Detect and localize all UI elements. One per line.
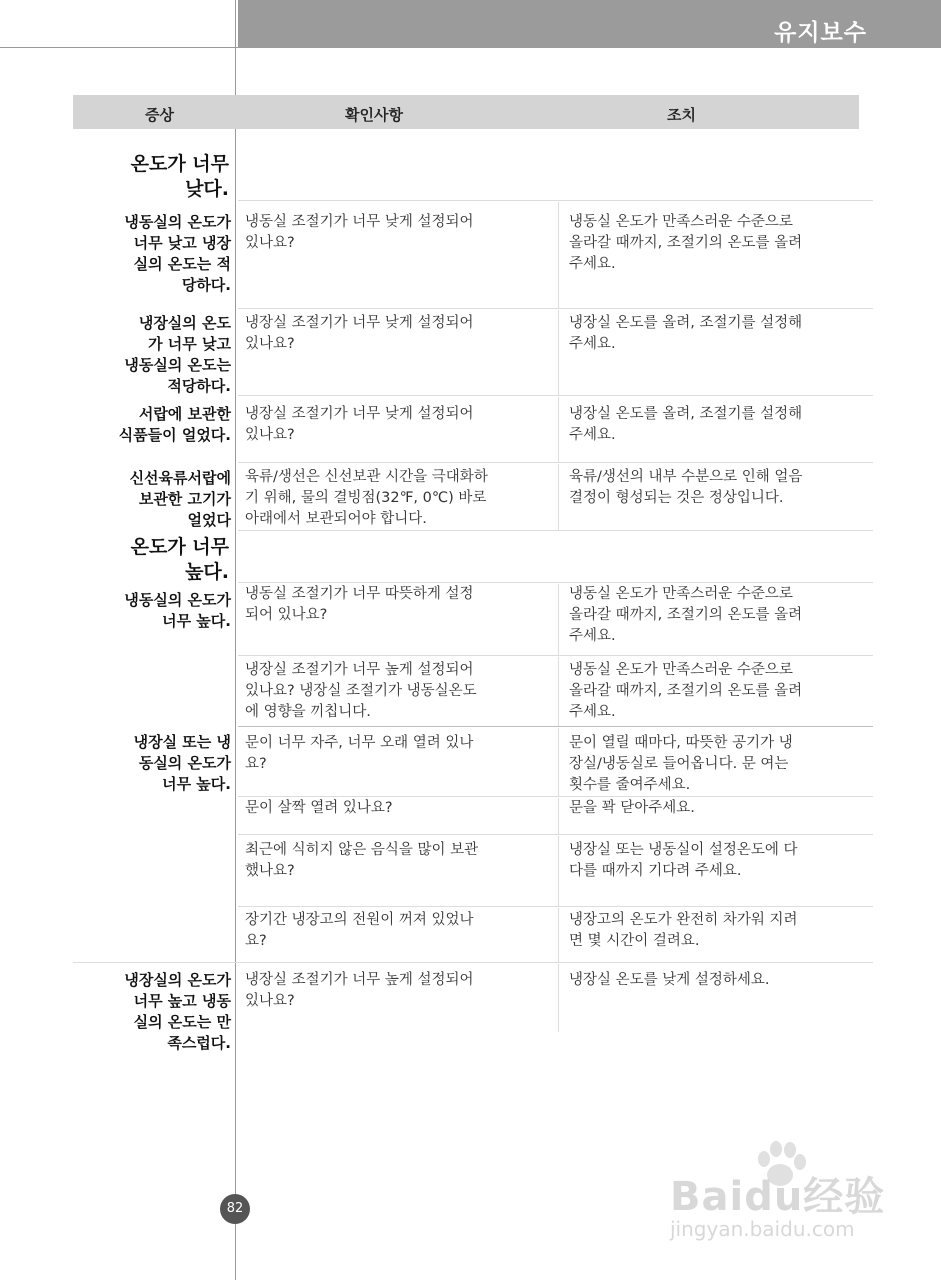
symptom-cell: 냉장실 또는 냉 동실의 온도가 너무 높다. (133, 733, 231, 793)
symptom-cell: 서랍에 보관한 식품들이 얼었다. (118, 405, 231, 444)
action-cell: 문이 열릴 때마다, 따뜻한 공기가 냉 장실/냉동실로 들어옵니다. 문 여는 횟수를 줄여주세요. (569, 735, 793, 793)
page-number: 82 (220, 1194, 250, 1224)
table-header (73, 95, 859, 129)
column-divider (558, 464, 559, 530)
check-cell: 냉장실 조절기가 너무 높게 설정되어 있나요? (245, 972, 474, 1009)
left-margin-rule (235, 0, 236, 1280)
row-divider (238, 796, 873, 797)
check-cell: 냉동실 조절기가 너무 따뜻하게 설정 되어 있나요? (245, 586, 474, 623)
column-divider (558, 836, 559, 906)
check-cell: 장기간 냉장고의 전원이 꺼져 있었나 요? (245, 912, 474, 949)
symptom-cell: 냉동실의 온도가 너무 높다. (124, 591, 231, 630)
check-cell: 문이 너무 자주, 너무 오래 열려 있나 요? (245, 735, 474, 772)
column-divider (558, 657, 559, 726)
row-divider (238, 655, 873, 656)
header-bar (238, 0, 941, 48)
check-cell: 최근에 식히지 않은 음식을 많이 보관 했나요? (245, 842, 479, 879)
check-cell: 문이 살짝 열려 있나요? (245, 800, 393, 816)
row-divider (238, 530, 873, 531)
action-cell: 냉동실 온도가 만족스러운 수준으로 올라갈 때까지, 조절기의 온도를 올려 주세요. (569, 662, 803, 720)
column-divider (558, 397, 559, 462)
section-title-too-warm: 온도가 너무 높다. (130, 536, 229, 583)
row-divider (238, 200, 873, 201)
symptom-cell: 냉장실의 온도 가 너무 낮고 냉동실의 온도는 적당하다. (124, 314, 231, 395)
row-divider (238, 308, 873, 309)
column-divider (558, 964, 559, 1032)
row-divider (238, 582, 873, 583)
row-divider (238, 726, 873, 727)
row-divider (238, 906, 873, 907)
watermark-url: jingyan.baidu.com (670, 1217, 855, 1241)
check-cell: 냉장실 조절기가 너무 높게 설정되어 있나요? 냉장실 조절기가 냉동실온도 에 영향을 끼칩니다. (245, 662, 477, 720)
column-divider (558, 798, 559, 834)
action-cell: 냉장실 온도를 올려, 조절기를 설정해 주세요. (569, 406, 803, 443)
check-cell: 육류/생선은 신선보관 시간을 극대화하 기 위해, 물의 결빙점(32℉, 0℃) 바로 아래에서 보관되어야 합니다. (245, 469, 488, 527)
section-title-too-cold: 온도가 너무 낮다. (130, 153, 229, 200)
action-cell: 육류/생선의 내부 수분으로 인해 얼음 결정이 형성되는 것은 정상입니다. (569, 469, 803, 506)
symptom-cell: 냉동실의 온도가 너무 낮고 냉장 실의 온도는 적 당하다. (124, 213, 231, 294)
column-divider (558, 310, 559, 395)
header-rule (0, 47, 238, 48)
action-cell: 문을 꽉 닫아주세요. (569, 800, 695, 816)
symptom-cell: 냉장실의 온도가 너무 높고 냉동 실의 온도는 만 족스럽다. (124, 971, 231, 1052)
action-cell: 냉동실 온도가 만족스러운 수준으로 올라갈 때까지, 조절기의 온도를 올려 주세요. (569, 586, 803, 644)
row-divider (73, 962, 873, 963)
column-divider (558, 908, 559, 962)
check-cell: 냉동실 조절기가 너무 낮게 설정되어 있나요? (245, 214, 474, 251)
symptom-cell: 신선육류서랍에 보관한 고기가 얼었다 (129, 469, 231, 529)
row-divider (238, 834, 873, 835)
column-divider (558, 584, 559, 655)
watermark-logo: Baidu经验 (670, 1174, 886, 1220)
check-cell: 냉장실 조절기가 너무 낮게 설정되어 있나요? (245, 406, 474, 443)
col-header-action: 조치 (667, 106, 696, 124)
column-divider (558, 728, 559, 796)
col-header-check: 확인사항 (345, 106, 403, 124)
action-cell: 냉동실 온도가 만족스러운 수준으로 올라갈 때까지, 조절기의 온도를 올려 주세요. (569, 214, 803, 272)
chapter-title: 유지보수 (774, 20, 867, 46)
action-cell: 냉장실 온도를 낮게 설정하세요. (569, 972, 770, 988)
check-cell: 냉장실 조절기가 너무 낮게 설정되어 있나요? (245, 315, 474, 352)
col-header-symptom: 증상 (145, 106, 174, 124)
action-cell: 냉장실 또는 냉동실이 설정온도에 다 다를 때까지 기다려 주세요. (569, 842, 798, 879)
action-cell: 냉장실 온도를 올려, 조절기를 설정해 주세요. (569, 315, 803, 352)
action-cell: 냉장고의 온도가 완전히 차가워 지려 면 몇 시간이 걸려요. (569, 912, 798, 949)
column-divider (558, 202, 559, 308)
row-divider (238, 462, 873, 463)
watermark (670, 1165, 930, 1265)
row-divider (238, 395, 873, 396)
